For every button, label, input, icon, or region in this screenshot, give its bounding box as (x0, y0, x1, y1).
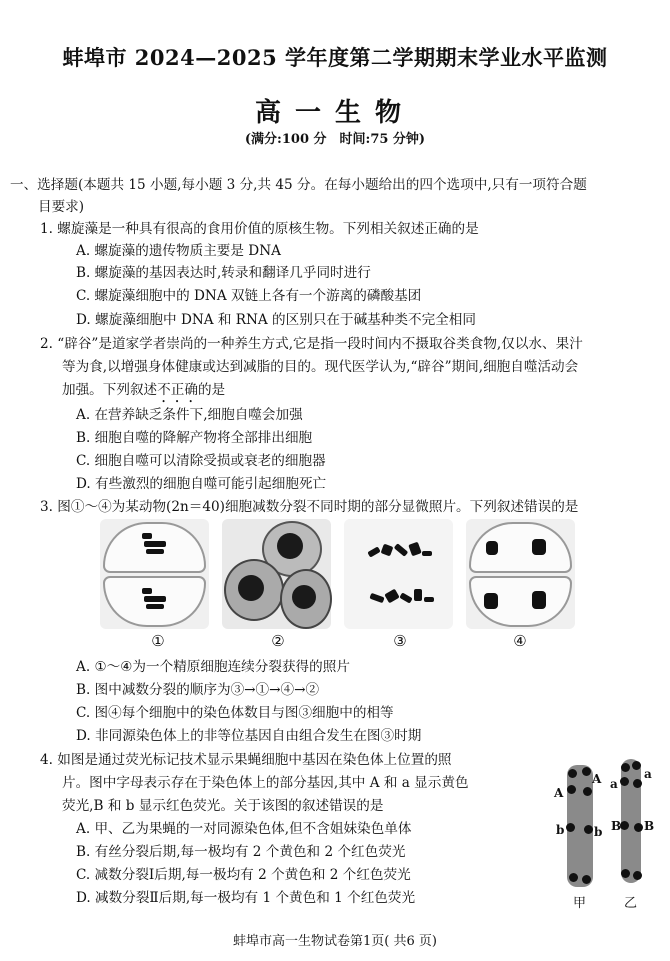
gene-label-yi-B-right: B (644, 819, 655, 833)
micrograph-4 (466, 519, 575, 629)
q1-option-a: A. 螺旋藻的遗传物质主要是 DNA (76, 243, 281, 259)
micrograph-label-1: ① (151, 632, 165, 650)
gene-label-jia-b-right: b (594, 825, 603, 839)
q2-stem-part-a: 加强。下列叙述 (62, 382, 158, 398)
micrograph-2 (222, 519, 331, 629)
q4-option-d: D. 减数分裂Ⅱ后期,每一极均有 1 个黄色和 1 个红色荧光 (76, 890, 416, 906)
q4-stem-line3: 荧光,B 和 b 显示红色荧光。关于该图的叙述错误的是 (62, 798, 384, 814)
micrograph-3 (344, 519, 453, 629)
q1-option-b: B. 螺旋藻的基因表达时,转录和翻译几乎同时进行 (76, 265, 371, 281)
q2-stem-line3 (62, 379, 225, 406)
q3-option-c: C. 图④每个细胞中的染色体数目与图③细胞中的相等 (76, 705, 394, 721)
gene-label-jia-b-left: b (556, 823, 565, 837)
chromosome-label-jia: 甲 (573, 896, 587, 911)
gene-label-yi-B-left: B (611, 819, 622, 833)
q2-stem-emphasis: 不正确 (157, 382, 198, 398)
q3-option-b: B. 图中减数分裂的顺序为③→①→④→② (76, 682, 320, 698)
chromosome-label-yi: 乙 (624, 896, 638, 911)
gene-label-jia-A-left: A (554, 786, 564, 800)
q3-option-a: A. ①～④为一个精原细胞连续分裂获得的照片 (76, 659, 350, 675)
section-heading-line1: 一、选择题(本题共 15 小题,每小题 3 分,共 45 分。在每小题给出的四个选项中,只有一项符合题 (10, 177, 587, 193)
q2-option-b: B. 细胞自噬的降解产物将全部排出细胞 (76, 430, 313, 446)
subject-title: 高一生物 (254, 98, 415, 128)
gene-label-jia-A-right: A (592, 772, 602, 786)
q2-option-d: D. 有些激烈的细胞自噬可能引起细胞死亡 (76, 476, 327, 492)
q4-stem-line1: 4. 如图是通过荧光标记技术显示果蝇细胞中基因在染色体上位置的照 (40, 752, 452, 768)
q1-option-c: C. 螺旋藻细胞中的 DNA 双链上各有一个游离的磷酸基团 (76, 288, 422, 304)
gene-label-yi-a-left: a (610, 777, 618, 791)
q3-option-d: D. 非同源染色体上的非等位基因自由组合发生在图③时期 (76, 728, 422, 744)
q1-option-d: D. 螺旋藻细胞中 DNA 和 RNA 的区别只在于碱基种类不完全相同 (76, 312, 476, 328)
micrograph-label-4: ④ (513, 632, 527, 650)
q2-stem-line2: 等为食,以增强身体健康或达到减脂的目的。现代医学认为,“辟谷”期间,细胞自噬活动会 (62, 359, 579, 375)
q3-stem: 3. 图①～④为某动物(2n＝40)细胞减数分裂不同时期的部分显微照片。下列叙述错误的是 (40, 499, 579, 515)
q2-option-a: A. 在营养缺乏条件下,细胞自噬会加强 (76, 407, 303, 423)
micrograph-1 (100, 519, 209, 629)
q4-option-c: C. 减数分裂Ⅰ后期,每一极均有 2 个黄色和 2 个红色荧光 (76, 867, 411, 883)
page-footer: 蚌埠市高一生物试卷第1页( 共6 页) (233, 934, 437, 949)
section-heading-line2: 目要求) (38, 199, 85, 215)
exam-title: 蚌埠市 2024—2025 学年度第二学期期末学业水平监测 (62, 45, 608, 70)
q2-stem-line1: 2. “辟谷”是道家学者崇尚的一种养生方式,它是指一段时间内不摄取谷类食物,仅以水、果汁 (40, 336, 583, 352)
micrograph-label-2: ② (271, 632, 285, 650)
micrograph-label-3: ③ (393, 632, 407, 650)
q1-stem: 1. 螺旋藻是一种具有很高的食用价值的原核生物。下列相关叙述正确的是 (40, 221, 479, 237)
q2-option-c: C. 细胞自噬可以清除受损或衰老的细胞器 (76, 453, 326, 469)
q4-option-b: B. 有丝分裂后期,每一极均有 2 个黄色和 2 个红色荧光 (76, 844, 406, 860)
q4-stem-line2: 片。图中字母表示存在于染色体上的部分基因,其中 A 和 a 显示黄色 (62, 775, 469, 791)
q4-option-a: A. 甲、乙为果蝇的一对同源染色体,但不含姐妹染色单体 (76, 821, 412, 837)
exam-meta: (满分:100 分 时间:75 分钟) (244, 132, 426, 147)
gene-label-yi-a-right: a (644, 767, 652, 781)
q2-stem-part-c: 的是 (197, 382, 226, 398)
chromosome-figure (535, 757, 665, 912)
